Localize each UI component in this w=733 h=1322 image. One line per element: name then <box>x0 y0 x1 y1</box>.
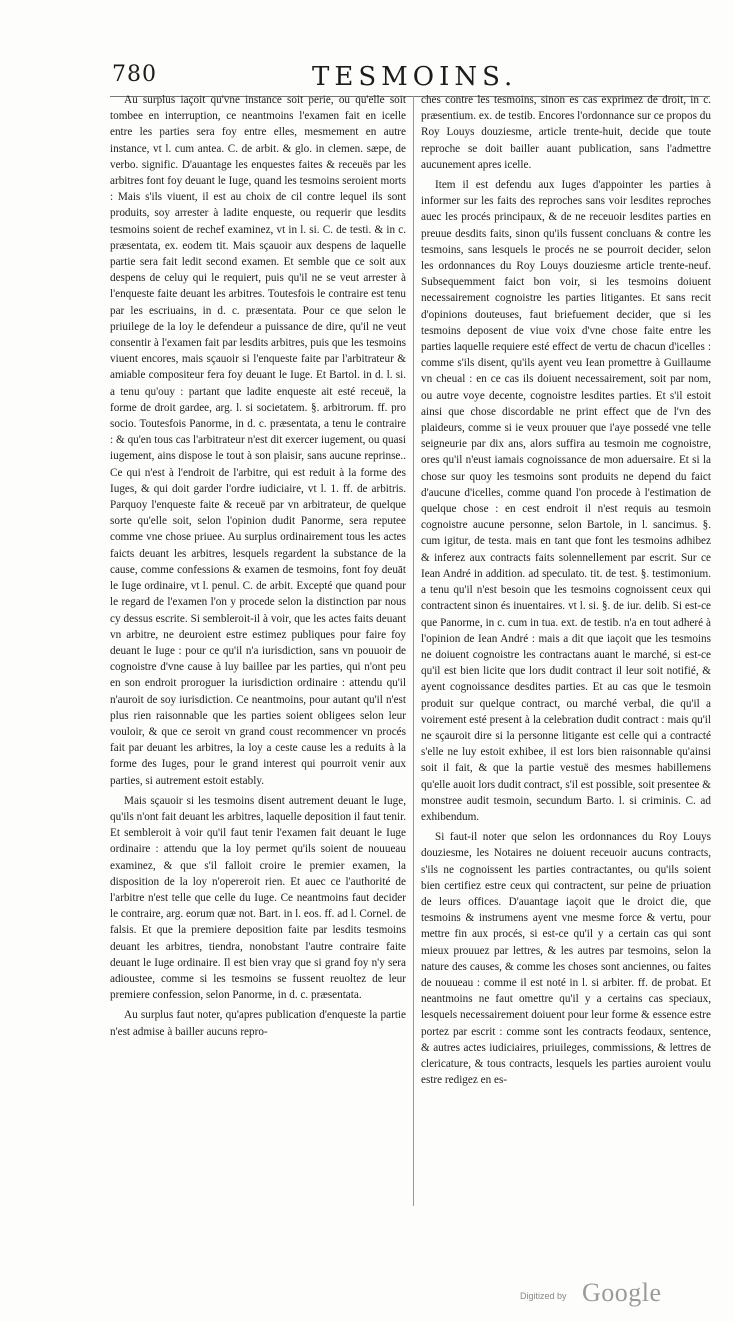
right-column <box>421 92 711 1088</box>
running-head: TESMOINS. <box>312 62 518 92</box>
digitized-by-label: Digitized by <box>520 1291 567 1301</box>
left-paragraph-3: Au surplus faut noter, qu'apres publication d'enqueste la partie n'est admise à bailler aucuns repro- <box>110 1009 406 1038</box>
left-column <box>110 92 406 1040</box>
right-paragraph-1: ches contre les tesmoins, sinon es cas exprimez de droit, in c. præsentium. ex. de testib. Encores l'ordonnance sur ce propos du Roy Louys douziesme, article trente-huit, decide que toute reproche se doit bailler auant publication, sans l'admettre aucunement apres icelle. <box>421 94 711 171</box>
column-divider <box>413 96 414 1206</box>
right-paragraph-2: Item il est defendu aux Iuges d'appointer les parties à informer sur les faits des reproches sans voir lesdites reproches auec les procés principaux, & de ne receuoir lesdites parties en preuue desdits faits, sinon qu'ils fussent concluans & contre les tesmoins, sans lesquels le procés ne se pourroit decider, selon les ordonnances du Roy Louys douziesme article trente-neuf. Subsequemment faict bon voir, si les tesmoins doiuent necessairement cognoistre les parties litigantes. Et sans recit d'opinions douteuses, faut briefuement decider, que si les tesmoins deposent de viue voix d'vne chose faite entre les parties laquelle requiere esté effect de vertu de chacun d'icelles : comme s'ils disent, qu'ils ayent veu Iean promettre à Guillaume vn cheual : en ce cas ils doiuent necessairement, soit par nom, ou autre voye decente, cognoistre lesdites parties. Et s'il estoit ainsi que chose discordable ne print effect que de l'vn des plaideurs, comme si ie veux prouuer que i'aye possedé vne telle seigneurie par dix ans, alors suffira au tesmoin me cognoistre, ores qu'il n'eust iamais cognoissance de mon aduersaire. Et si la chose sur quoy les tesmoins sont produits ne depend du faict d'aucune d'icelles, comme quand l'on procede à l'estimation de quelque chose : en cest endroit il n'est requis au tesmoin cognoistre aucune personne, selon Bartole, in l. sancimus. §. cum igitur, de testa. mais en tant que font les tesmoins adhibez & inferez aux contracts faits solennellement par escrit. Sur ce Iean André in addition. ad speculato. tit. de test. §. testimonium. a tenu qu'il n'est besoin que les tesmoins cognoissent ceux qui contractent sinon és inuentaires. vt l. si. §. de iur. delib. Si est-ce que Panorme, in c. cum in tua. ext. de testib. n'a en tout adheré à l'opinion de Iean André : mais a dit que iaçoit que les tesmoins ne doiuent cognoistre les contractans auant le marché, si est-ce qu'il est bien licite que lors dudit contract il leur soit notifié, & ayent cognoissance desdites parties. Et au cas que le tesmoin produit sur quelque contract, ou marché verbal, die qu'il a voirement esté present à la celebration dudit contract : mais qu'il ne sçauroit dire si la personne litigante est celle qui a contracté s'elle ne luy estoit exhibee, il est lors bien raisonnable qu'ainsi soit il fait, & que la partie vestuë des mesmes habillemens qu'elle auoit lors dudit contract, s'il est possible, soit presentee & monstree audit tesmoin, secundum Barto. l. si criminis. C. ad exhibendum. <box>421 179 711 823</box>
google-logo: Google <box>582 1278 662 1307</box>
left-paragraph-2: Mais sçauoir si les tesmoins disent autrement deuant le Iuge, qu'ils n'ont fait deuant les arbitres, laquelle deposition il faut tenir. Et sembleroit à voir qu'il faut tenir l'examen fait deuant le Iuge ordinaire : attendu que la loy permet qu'ils soient de nouueau examinez, & que s'il falloit croire le premier examen, la disposition de la loy n'opereroit rien. Et auec ce l'authorité de l'arbitre n'est telle que celle du Iuge. Ce neantmoins faut decider le contraire, arg. eorum quæ not. Bart. in l. eos. ff. ad l. Cornel. de falsis. Et que la premiere deposition faite par lesdits tesmoins deuant les arbitres, tiendra, nonobstant l'autre contraire faite deuant le Iuge ordinaire. Il est bien vray que si grand foy n'y sera adioustee, comme si les tesmoins se fussent reuoltez de leur premiere confession, selon Panorme, in d. c. præsentata. <box>110 794 406 1002</box>
digitization-watermark <box>520 1278 700 1308</box>
left-paragraph-1: Au surplus iaçoit qu'vne instance soit perie, ou qu'elle soit tombee en interruption, ce neantmoins l'examen fait en icelle entre les parties sera foy entre elles, mesmement en autre instance, vt l. cum antea. C. de arbit. & glo. in clemen. sæpe, de verbo. signific. D'auantage les enquestes faites & receuës par les arbitres font foy deuant le Iuge, quand les tesmoins seroient morts : Mais s'ils viuent, il est au choix de cil contre lequel ils sont produits, soy arrester à ladite enqueste, ou requerir que lesdits tesmoins soient de rechef examinez, vt in l. si. C. de testi. & in c. præsentata, ex. eodem tit. Mais sçauoir aux despens de laquelle partie sera fait ledit second examen. Et semble que ce soit aux despens de celuy qui le requiert, puis qu'il ne se veut arrester à l'enqueste faite deuant les arbitres. Toutesfois le contraire est tenu par les escriuains, in d. c. præsentata. Pour ce que selon le priuilege de la loy le defendeur a puissance de dire, qu'il ne veut consentir à l'examen fait par lesdits arbitres, puis que les tesmoins viuent encores, mais sçauoir si l'enqueste faite par l'arbitrateur & amiable compositeur fera foy deuant le Iuge. Et Bartol. in d. l. si. a tenu qu'ouy : partant que ladite enqueste ait esté receuë, la forme de droit gardee, arg. l. si societatem. §. arbitrorum. ff. pro socio. Toutesfois Panorme, in d. c. præsentata, a tenu le contraire : & qu'en tous cas l'arbitrateur n'est dit exercer iugement, ou quasi iugement, ains dispose le tout à son plaisir, sans aucune reprinse.. Ce qui n'est à l'endroit de l'arbitre, qui est reduit à la forme des Iuges, & qui doit garder l'ordre iudiciaire, vt l. 1. ff. de arbitris. Parquoy l'enqueste faite & receuë par vn arbitrateur, de quelque sorte qu'elle soit, selon l'opinion dudit Panorme, sera reputee comme vne chose priuee. Au surplus ordinairement tous les actes faicts deuant les arbitres, lesquels regardent la substance de la cause, comme confessions & examen de tesmoins, font foy deuāt le Iuge ordinaire, vt l. penul. C. de arbit. Excepté que quand pour le regard de l'examen l'on y procede selon la distinction par nous cy dessus escrite. Si sembleroit-il à voir, que les actes faits deuant vn arbitre, ne deuroient estre estimez publiques pour faire foy deuant le Iuge : pour ce qu'il n'a iurisdiction, sans vn pouuoir de cognoistre d'vne cause à luy baillee par les parties, qui n'ont peu en son endroit proroguer la iurisdiction ordinaire : attendu qu'il n'auroit de soy iurisdiction. Ce neantmoins, pour autant qu'il n'est plus rien raisonnable que les parties soient obligees selon leur vouloir, & que ce seroit vn grand coust recommencer vn procés fait par deuant les arbitres, la loy a ceste cause les a reduits à la forme des Iuges, pour le grand interest qui pourroit venir aux parties, si autrement estoit estably. <box>110 94 406 787</box>
right-paragraph-3: Si faut-il noter que selon les ordonnances du Roy Louys douziesme, les Notaires ne doiuent receuoir aucuns contracts, s'ils ne cognoissent les parties contractantes, ou qu'ils soient bien certifiez estre ceux qui contractent, sur peine de priuation de leurs offices. D'auantage iaçoit que le droict die, que tesmoins & instrumens ayent vne mesme force & vertu, pour mettre fin aux procés, si est-ce qu'il y a certain cas qui sont mieux prouuez par lettres, & les autres par tesmoins, selon la nature des causes, & comme les choses sont anciennes, ou faites de nouueau : comme il est noté in l. si arbiter. ff. de probat. Et neantmoins ne faut omettre qu'il y a certains cas speciaux, lesquels necessairement doiuent pour leur forme & essence estre portez par escrit : comme sont les contracts feodaux, sentence, & autres actes iudiciaires, priuileges, commissions, & lettres de clericature, & tous contracts, lesquels les parties auroient voulu estre redigez en es- <box>421 831 711 1087</box>
page-number: 780 <box>112 62 157 87</box>
page-header <box>112 62 712 96</box>
